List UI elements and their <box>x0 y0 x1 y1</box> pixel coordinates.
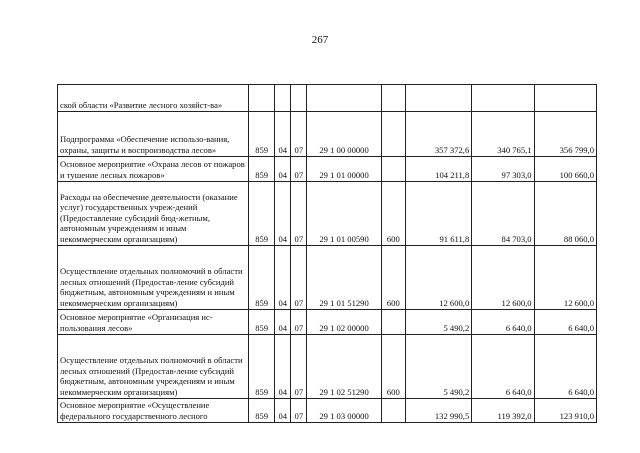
table-row <box>58 399 597 423</box>
target-article: 29 1 01 00000 <box>307 157 381 182</box>
amount-year-3: 88 060,0 <box>534 182 596 246</box>
target-article: 29 1 02 51290 <box>307 335 381 399</box>
section-code <box>275 85 291 112</box>
expense-type: 600 <box>381 246 405 310</box>
amount-year-1: 91 611,8 <box>405 182 471 246</box>
amount-year-1 <box>405 85 471 112</box>
item-name: Подпрограмма «Обеспечение использо-вания, охраны, защиты и воспроизводства лесов» <box>58 112 249 157</box>
subsection-code: 07 <box>291 112 307 157</box>
amount-year-3: 123 910,0 <box>534 399 596 423</box>
amount-year-3: 100 660,0 <box>534 157 596 182</box>
table-row <box>58 157 597 182</box>
subsection-code: 07 <box>291 335 307 399</box>
item-name: ской области «Развитие лесного хозяйст-ва» <box>58 85 249 112</box>
target-article: 29 1 00 00000 <box>307 112 381 157</box>
target-article: 29 1 01 51290 <box>307 246 381 310</box>
amount-year-1: 132 990,5 <box>405 399 471 423</box>
item-name: Основное мероприятие «Осуществление федерального государственного лесного <box>58 399 249 423</box>
amount-year-2: 12 600,0 <box>472 246 534 310</box>
target-article: 29 1 03 00000 <box>307 399 381 423</box>
amount-year-2 <box>472 85 534 112</box>
item-name: Осуществление отдельных полномочий в области лесных отношений (Предостав-ление субсидий бюджетным, автономным учреждениям и иным некоммерческим организациям) <box>58 246 249 310</box>
section-code: 04 <box>275 112 291 157</box>
ministry-code: 859 <box>249 157 275 182</box>
amount-year-1: 5 490,2 <box>405 335 471 399</box>
section-code: 04 <box>275 399 291 423</box>
ministry-code: 859 <box>249 246 275 310</box>
expense-type <box>381 85 405 112</box>
table-row <box>58 112 597 157</box>
ministry-code: 859 <box>249 182 275 246</box>
expense-type <box>381 399 405 423</box>
amount-year-2: 119 392,0 <box>472 399 534 423</box>
item-name: Основное мероприятие «Охрана лесов от пожаров и тушение лесных пожаров» <box>58 157 249 182</box>
table-row <box>58 246 597 310</box>
amount-year-2: 340 765,1 <box>472 112 534 157</box>
expense-type <box>381 157 405 182</box>
amount-year-3: 6 640,0 <box>534 335 596 399</box>
table-row <box>58 310 597 335</box>
amount-year-3: 12 600,0 <box>534 246 596 310</box>
ministry-code: 859 <box>249 310 275 335</box>
amount-year-2: 6 640,0 <box>472 310 534 335</box>
amount-year-3: 6 640,0 <box>534 310 596 335</box>
subsection-code <box>291 85 307 112</box>
section-code: 04 <box>275 335 291 399</box>
table-row <box>58 182 597 246</box>
expense-type: 600 <box>381 182 405 246</box>
ministry-code: 859 <box>249 112 275 157</box>
amount-year-2: 6 640,0 <box>472 335 534 399</box>
section-code: 04 <box>275 246 291 310</box>
amount-year-1: 5 490,2 <box>405 310 471 335</box>
section-code: 04 <box>275 310 291 335</box>
subsection-code: 07 <box>291 182 307 246</box>
ministry-code: 859 <box>249 335 275 399</box>
item-name: Осуществление отдельных полномочий в области лесных отношений (Предостав-ление субсидий бюджетным, автономным учреждениям и иным некоммерческим организациям) <box>58 335 249 399</box>
amount-year-1: 357 372,6 <box>405 112 471 157</box>
amount-year-3: 356 799,0 <box>534 112 596 157</box>
expense-type: 600 <box>381 335 405 399</box>
subsection-code: 07 <box>291 157 307 182</box>
section-code: 04 <box>275 182 291 246</box>
expense-type <box>381 112 405 157</box>
subsection-code: 07 <box>291 399 307 423</box>
amount-year-2: 84 703,0 <box>472 182 534 246</box>
amount-year-1: 104 211,8 <box>405 157 471 182</box>
ministry-code <box>249 85 275 112</box>
amount-year-1: 12 600,0 <box>405 246 471 310</box>
budget-table <box>57 84 597 423</box>
amount-year-2: 97 303,0 <box>472 157 534 182</box>
ministry-code: 859 <box>249 399 275 423</box>
target-article <box>307 85 381 112</box>
subsection-code: 07 <box>291 310 307 335</box>
item-name: Основное мероприятие «Организация ис-пользования лесов» <box>58 310 249 335</box>
page-number: 267 <box>311 34 329 46</box>
subsection-code: 07 <box>291 246 307 310</box>
table-row <box>58 85 597 112</box>
item-name: Расходы на обеспечение деятельности (оказание услуг) государственных учреж-дений (Предоставление субсидий бюд-жетным, автономным учреждениям и иным некоммерческим организациям) <box>58 182 249 246</box>
expense-type <box>381 310 405 335</box>
section-code: 04 <box>275 157 291 182</box>
table-row <box>58 335 597 399</box>
amount-year-3 <box>534 85 596 112</box>
target-article: 29 1 01 00590 <box>307 182 381 246</box>
target-article: 29 1 02 00000 <box>307 310 381 335</box>
